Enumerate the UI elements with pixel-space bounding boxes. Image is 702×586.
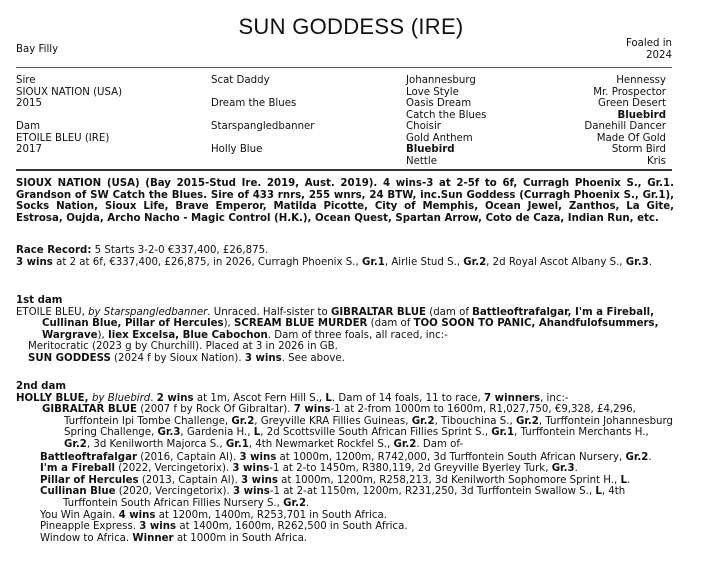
colour-sex: Bay Filly — [16, 44, 59, 55]
gen4-item: Green Desert — [598, 98, 666, 109]
offspring-wins: 3 wins — [139, 521, 177, 533]
grade-label: Gr.2 — [393, 438, 417, 450]
divider-pedigree — [16, 169, 672, 171]
dam-text: (dam of — [367, 318, 414, 330]
race-record-label: Race Record: — [16, 245, 92, 256]
race-record-summary: 5 Starts 3-2-0 €337,400, £26,875. — [91, 245, 269, 256]
offspring-text: at 1400m, 1600m, R262,500 in South Africa. — [176, 521, 408, 533]
offspring-text: at 1000m in South Africa. — [173, 532, 308, 544]
offspring-name: Pineapple Express. — [40, 521, 140, 533]
grand-offspring-battleoftrafalgar — [16, 452, 674, 464]
offspring-text: . See above. — [281, 352, 345, 364]
offspring-text: at 1000m, 1200m, R742,000, 3d Turffontein South African Nursery, — [276, 451, 626, 463]
offspring-text: , 3d Kenilworth Majorca S., — [86, 438, 226, 450]
gen3-item: Bluebird — [406, 144, 455, 155]
offspring-text: (2016, Captain Al). — [136, 451, 240, 463]
gen4-item: Hennessy — [616, 75, 666, 86]
offspring-wins: 7 wins — [293, 404, 331, 416]
listed-label: L — [620, 474, 627, 486]
offspring-name: SUN GODDESS — [28, 352, 111, 364]
gen3-item: Oasis Dream — [406, 98, 472, 109]
grade-label: Gr.2 — [463, 256, 487, 268]
offspring-text: . — [626, 474, 631, 486]
offspring-text: -1 at 2-from 1000m to 1600m, R1,027,750, €9,328, £4,296, Turffontein Ipi Tombe Challenge, — [64, 404, 636, 427]
offspring-line: Meritocratic (2023 g by Churchill). Placed at 3 in 2026 in GB. — [28, 341, 338, 353]
race-record — [16, 245, 674, 268]
grade-label: Gr.2 — [64, 438, 87, 450]
race-record-text: . — [648, 256, 652, 268]
dam-wins: 2 wins — [156, 392, 194, 404]
offspring-wins: 3 wins — [232, 486, 270, 498]
listed-label: L — [325, 392, 332, 404]
dam-text: at 1m, Ascot Fern Hill S., — [193, 392, 326, 404]
listed-label: L — [595, 486, 602, 498]
dam-text: ), — [223, 318, 235, 330]
sire-year: 2015 — [16, 98, 42, 109]
dam-name: HOLLY BLUE, — [16, 392, 93, 404]
offspring-name: You Win Again. — [40, 509, 119, 521]
sire-text: SIOUX NATION (USA) (Bay 2015-Stud Ire. 2019, Aust. 2019). 4 wins-3 at 2-5f to 6f, Curragh Phoenix S., Gr.1. Grandson of SW Catch the Blues. Sire of 433 rnrs, 255 wnrs, 24 BTW, inc.Sun Goddess (Curragh Phoenix S., Gr.1), Socks Nation, Sioux Life, Brave Emperor, Matilda Picotte, City of Memphis, Ocean Jewel, Zanthos, La Gite, Estrosa, Oujda, Archo Nacho - Magic Control (H.K.), Ocean Quest, Spartan Arrow, Coto de Caza, Indian Run, etc. — [16, 178, 674, 224]
dam-winners: 7 winners — [484, 392, 541, 404]
offspring-text: . — [306, 497, 310, 509]
offspring-name: GIBRALTAR BLUE — [42, 404, 138, 416]
sibling-name: TOO SOON TO PANIC, Ahandfulofsummers, Wargrave — [42, 318, 659, 341]
grand-offspring-cullinan-blue — [16, 486, 674, 509]
offspring-text: (2022, Vercingetorix). — [115, 463, 233, 475]
dam-text: ), — [97, 329, 108, 341]
offspring-text: , 4th Turffontein South African Fillies Nursery S., — [63, 486, 626, 509]
offspring-text: , 4th Newmarket Rockfel S., — [248, 438, 394, 450]
grade-label: Gr.2 — [411, 415, 435, 427]
offspring-text: at 1000m, 1200m, R258,213, 3d Kenilworth Sophomore Sprint H., — [277, 474, 621, 486]
dam-text: (dam of — [426, 306, 473, 318]
gen2-item: Starspangledbanner — [211, 121, 315, 132]
gen2-item: Dream the Blues — [211, 98, 297, 109]
foaled-label: Foaled in — [625, 38, 672, 49]
dam-label: Dam — [16, 121, 41, 132]
offspring-name: Pillar of Hercules — [40, 474, 139, 486]
dam-text: . — [150, 392, 157, 404]
offspring-wins: 3 wins — [232, 463, 270, 475]
offspring-pineapple-express — [16, 521, 674, 533]
first-dam-heading: 1st dam — [16, 295, 63, 306]
offspring-text: , 2d Scottsville South African Fillies Sprint S., — [260, 427, 492, 439]
grand-offspring-im-a-fireball — [16, 463, 674, 475]
grand-offspring-pillar-of-hercules — [16, 475, 674, 487]
grade-label: Gr.2 — [625, 451, 649, 463]
race-record-text: , Airlie Stud S., — [384, 256, 464, 268]
grade-label: Gr.3 — [551, 463, 575, 475]
sibling-name: Battleoftrafalgar, I'm a Fireball, Cullinan Blue, Pillar of Hercules — [42, 306, 654, 330]
dam-sire: by Starspangledbanner — [88, 306, 208, 318]
grade-label: Gr.2 — [515, 415, 539, 427]
race-record-text: , 2d Royal Ascot Albany S., — [486, 256, 626, 268]
offspring-text: . — [574, 463, 578, 475]
grade-label: Gr.3 — [625, 256, 649, 268]
sibling-name: GIBRALTAR BLUE — [330, 306, 426, 318]
offspring-wins: 3 wins — [241, 474, 278, 486]
sibling-name: SCREAM BLUE MURDER — [234, 318, 368, 330]
listed-label: L — [253, 427, 261, 439]
dam-text: , inc:- — [540, 392, 569, 404]
offspring-gibraltar-blue — [16, 404, 674, 450]
offspring-text: -1 at 2-to 1450m, R380,119, 2d Greyville Byerley Turk, — [269, 463, 552, 475]
offspring-text: , Tibouchina S., — [434, 415, 516, 427]
offspring-text: at 1200m, 1400m, R253,701 in South Africa. — [155, 509, 387, 521]
dam-text: . Unraced. Half-sister to — [207, 306, 331, 318]
offspring-window-to-africa — [16, 533, 674, 545]
gen4-item: Storm Bird — [611, 144, 666, 155]
grade-label: Gr.3 — [157, 427, 181, 439]
race-record-text: at 2 at 6f, €337,400, £26,875, in 2026, Curragh Phoenix S., — [52, 256, 362, 268]
gen4-item: Made Of Gold — [596, 132, 666, 144]
dam-text: . Dam of three foals, all raced, inc:- — [267, 329, 448, 341]
offspring-line — [16, 353, 674, 365]
offspring-text: (2024 f by Sioux Nation). — [110, 352, 245, 364]
sire-label: Sire — [16, 75, 36, 86]
offspring-text: . — [648, 451, 652, 463]
dam-year: 2017 — [16, 144, 42, 155]
offspring-wins: 3 wins — [244, 352, 282, 364]
offspring-text: . Dam of- — [416, 438, 464, 450]
gen3-item: Choisir — [406, 121, 441, 132]
sibling-name: Iiex Excelsa, Blue Cabochon — [107, 329, 268, 341]
second-dam-heading: 2nd dam — [16, 381, 66, 392]
offspring-text: -1 at 2-at 1150m, 1200m, R231,250, 3d Turffontein Swallow S., — [269, 486, 596, 498]
second-dam-section — [16, 381, 674, 544]
gen2-item: Scat Daddy — [211, 75, 270, 86]
offspring-text: (2007 f by Rock Of Gibraltar). — [137, 404, 294, 416]
offspring-text: , Turffontein Merchants H., — [514, 427, 649, 439]
second-dam-text — [16, 393, 674, 405]
gen4-item: Kris — [646, 155, 666, 167]
gen3-item: Love Style — [406, 86, 459, 98]
gen3-item: Nettle — [406, 155, 437, 167]
offspring-text: , Greyville KRA Fillies Guineas, — [254, 415, 412, 427]
dam-name: ETOILE BLEU (IRE) — [16, 132, 110, 144]
grade-label: Gr.2 — [283, 497, 307, 509]
gen3-item: Catch the Blues — [406, 109, 487, 121]
offspring-you-win-again — [16, 510, 674, 522]
horse-title: SUN GODDESS (IRE) — [238, 14, 464, 39]
sire-name: SIOUX NATION (USA) — [16, 86, 123, 98]
offspring-name: Battleoftrafalgar — [40, 451, 137, 463]
offspring-text: (2013, Captain Al). — [138, 474, 242, 486]
gen3-item: Johannesburg — [406, 75, 476, 86]
grade-label: Gr.1 — [225, 438, 249, 450]
foaled-year: 2024 — [646, 50, 672, 61]
gen4-item: Danehill Dancer — [584, 121, 666, 132]
grade-label: Gr.1 — [491, 427, 515, 439]
gen2-item: Holly Blue — [211, 144, 263, 155]
grade-label: Gr.1 — [361, 256, 385, 268]
first-dam-section — [16, 295, 674, 365]
offspring-text: , Turffontein Johannesburg Spring Challenge, — [64, 415, 673, 439]
offspring-wins: 4 wins — [118, 509, 156, 521]
race-record-wins: 3 wins — [16, 256, 53, 268]
gen3-item: Gold Anthem — [406, 132, 473, 144]
offspring-wins: 3 wins — [239, 451, 277, 463]
offspring-wins: Winner — [132, 532, 174, 544]
gen4-item: Mr. Prospector — [593, 86, 666, 98]
dam-name: ETOILE BLEU, — [16, 306, 89, 318]
gen4-item: Bluebird — [617, 109, 666, 121]
grade-label: Gr.2 — [231, 415, 255, 427]
offspring-name: Cullinan Blue — [40, 486, 116, 498]
dam-sire: by Bluebird — [92, 392, 151, 404]
sire-paragraph — [16, 178, 674, 224]
dam-text: . Dam of 14 foals, 11 to race, — [331, 392, 485, 404]
first-dam-text — [16, 307, 674, 342]
offspring-text: (2020, Vercingetorix). — [115, 486, 233, 498]
divider-top — [16, 67, 672, 68]
offspring-text: , Gardenia H., — [180, 427, 254, 439]
offspring-name: I'm a Fireball — [40, 463, 116, 475]
offspring-name: Window to Africa. — [40, 532, 133, 544]
